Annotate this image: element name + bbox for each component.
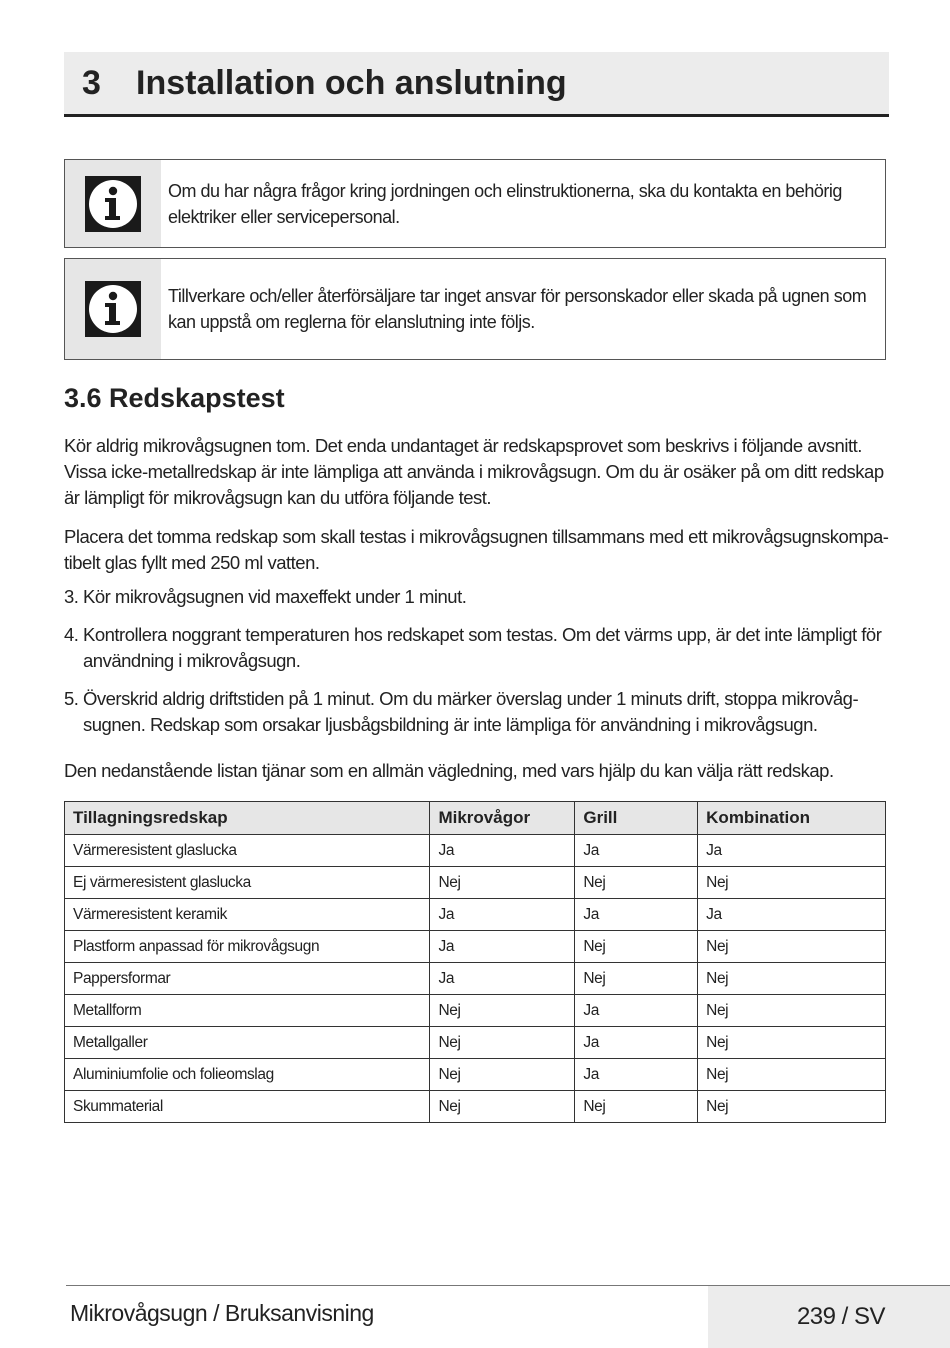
- table-cell: Nej: [698, 1027, 886, 1059]
- table-cell: Nej: [698, 867, 886, 899]
- table-row: [65, 995, 886, 1027]
- info-note: [64, 159, 886, 248]
- table-cell: Metallgaller: [65, 1027, 430, 1059]
- table-cell: Ja: [575, 1027, 698, 1059]
- table-cell: Ja: [430, 835, 575, 867]
- footer-page-box: [708, 1286, 950, 1348]
- paragraph: Placera det tomma redskap som skall testas i mikrovågsugnen tillsammans med ett mikrovågsugnskompa-tibelt glas fyllt med 250 ml vatten.: [64, 526, 889, 573]
- section-title: 3.6 Redskapstest: [64, 383, 285, 413]
- list-number: 4.: [64, 624, 79, 645]
- page-number: 239 / SV: [796, 1303, 885, 1330]
- table-header: Grill: [575, 802, 698, 835]
- table-cell: Ja: [575, 995, 698, 1027]
- table-cell: Nej: [575, 963, 698, 995]
- table-row: [65, 1027, 886, 1059]
- table-cell: Nej: [698, 931, 886, 963]
- table-header: Mikrovågor: [430, 802, 575, 835]
- table-cell: Aluminiumfolie och folieomslag: [65, 1059, 430, 1091]
- table-cell: Nej: [698, 995, 886, 1027]
- note-icon-column: [65, 160, 161, 247]
- chapter-number: 3: [82, 63, 101, 102]
- table-cell: Nej: [698, 963, 886, 995]
- table-cell: Nej: [698, 1059, 886, 1091]
- table-row: [65, 931, 886, 963]
- paragraph: Kör aldrig mikrovågsugnen tom. Det enda undantaget är redskapsprovet som beskrivs i följande avsnitt. Vissa icke-metallredskap är inte lämpliga att använda i mikrovågsugn. Om du är osäker på om ditt redskap är lämpligt för mikrovågsugn kan du utföra följande test.: [64, 435, 884, 508]
- table-cell: Ja: [575, 1059, 698, 1091]
- table-row: [65, 963, 886, 995]
- list-number: 5.: [64, 688, 79, 709]
- note-icon-column: [65, 259, 161, 359]
- table-cell: Ja: [575, 835, 698, 867]
- table-row: [65, 835, 886, 867]
- table-cell: Nej: [575, 1091, 698, 1123]
- list-item: [64, 584, 889, 610]
- cookware-table: [64, 801, 886, 1123]
- note-text: Tillverkare och/eller återförsäljare tar inget ansvar för personskador eller skada på ugnen som kan uppstå om reglerna för elanslutning inte följs.: [168, 286, 867, 332]
- note-text: Om du har några frågor kring jordningen och elinstruktionerna, ska du kontakta en behörig elektriker eller servicepersonal.: [168, 180, 842, 227]
- table-row: [65, 1091, 886, 1123]
- table-cell: Ja: [430, 963, 575, 995]
- list-text: Överskrid aldrig driftstiden på 1 minut. Om du märker överslag under 1 minuts drift, stoppa mikrovåg-sugnen. Redskap som orsakar ljusbågsbildning är inte lämpliga för användning i mikrovågsugn.: [83, 688, 859, 735]
- table-cell: Ja: [430, 899, 575, 931]
- table-cell: Skummaterial: [65, 1091, 430, 1123]
- info-icon: [85, 281, 141, 337]
- table-cell: Ja: [430, 931, 575, 963]
- table-row: [65, 867, 886, 899]
- table-cell: Ja: [575, 899, 698, 931]
- footer-manual-title: Mikrovågsugn / Bruksanvisning: [70, 1300, 374, 1326]
- table-cell: Ja: [698, 899, 886, 931]
- table-cell: Nej: [430, 995, 575, 1027]
- table-cell: Ej värmeresistent glaslucka: [65, 867, 430, 899]
- table-row: [65, 899, 886, 931]
- table-cell: Nej: [430, 1059, 575, 1091]
- table-cell: Nej: [698, 1091, 886, 1123]
- table-cell: Värmeresistent keramik: [65, 899, 430, 931]
- list-text: Kontrollera noggrant temperaturen hos redskapet som testas. Om det värms upp, är det inte lämpligt för användning i mikrovågsugn.: [83, 624, 882, 671]
- table-cell: Värmeresistent glaslucka: [65, 835, 430, 867]
- info-icon: [85, 176, 141, 232]
- table-cell: Nej: [575, 931, 698, 963]
- table-cell: Nej: [430, 1091, 575, 1123]
- table-header-row: [65, 802, 886, 835]
- table-header: Kombination: [698, 802, 886, 835]
- table-row: [65, 1059, 886, 1091]
- table-cell: Nej: [575, 867, 698, 899]
- chapter-header: [64, 52, 889, 117]
- table-cell: Plastform anpassad för mikrovågsugn: [65, 931, 430, 963]
- list-item: [64, 622, 889, 674]
- table-header: Tillagningsredskap: [65, 802, 430, 835]
- list-text: Kör mikrovågsugnen vid maxeffekt under 1 minut.: [83, 586, 467, 607]
- table-cell: Nej: [430, 867, 575, 899]
- table-cell: Metallform: [65, 995, 430, 1027]
- list-item: [64, 686, 889, 738]
- chapter-title: Installation och anslutning: [136, 63, 567, 102]
- table-cell: Nej: [430, 1027, 575, 1059]
- list-number: 3.: [64, 586, 79, 607]
- table-cell: Pappersformar: [65, 963, 430, 995]
- paragraph: Den nedanstående listan tjänar som en allmän vägledning, med vars hjälp du kan välja rätt redskap.: [64, 760, 834, 781]
- table-cell: Ja: [698, 835, 886, 867]
- info-note: [64, 258, 886, 360]
